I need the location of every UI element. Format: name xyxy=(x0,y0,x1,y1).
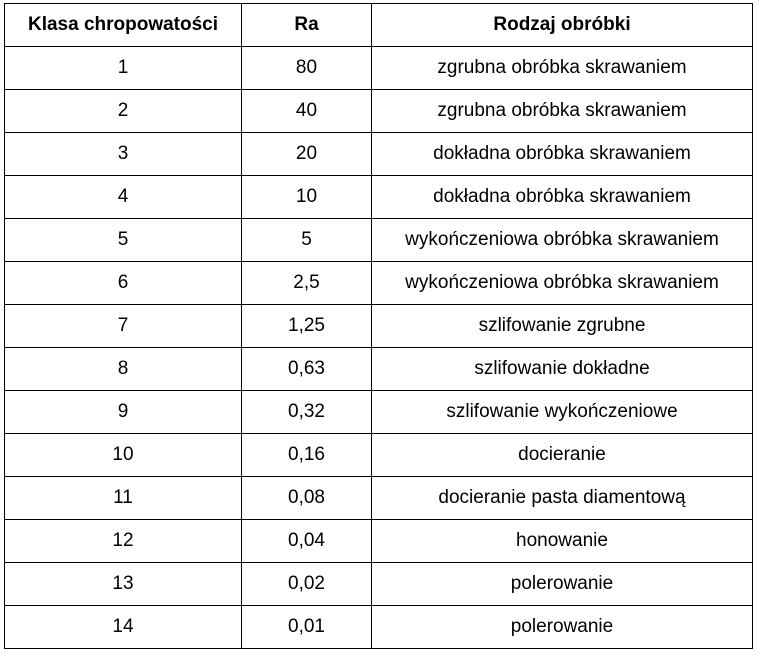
cell-machining: szlifowanie zgrubne xyxy=(372,305,753,348)
cell-ra: 0,04 xyxy=(242,520,372,563)
cell-ra: 0,01 xyxy=(242,606,372,649)
cell-ra: 80 xyxy=(242,47,372,90)
table-row xyxy=(5,219,753,262)
table-row xyxy=(5,176,753,219)
table-row xyxy=(5,262,753,305)
cell-class: 13 xyxy=(5,563,242,606)
roughness-class-table xyxy=(4,3,753,649)
table-row xyxy=(5,606,753,649)
cell-ra: 10 xyxy=(242,176,372,219)
cell-ra: 40 xyxy=(242,90,372,133)
table-row xyxy=(5,348,753,391)
cell-ra: 2,5 xyxy=(242,262,372,305)
cell-class: 2 xyxy=(5,90,242,133)
table-row xyxy=(5,391,753,434)
cell-machining: zgrubna obróbka skrawaniem xyxy=(372,90,753,133)
cell-class: 5 xyxy=(5,219,242,262)
cell-class: 9 xyxy=(5,391,242,434)
table-row xyxy=(5,90,753,133)
table-header-row xyxy=(5,4,753,47)
table-row xyxy=(5,47,753,90)
cell-ra: 20 xyxy=(242,133,372,176)
cell-class: 10 xyxy=(5,434,242,477)
cell-machining: honowanie xyxy=(372,520,753,563)
cell-class: 6 xyxy=(5,262,242,305)
cell-machining: szlifowanie wykończeniowe xyxy=(372,391,753,434)
cell-class: 1 xyxy=(5,47,242,90)
table-row xyxy=(5,434,753,477)
cell-machining: docieranie pasta diamentową xyxy=(372,477,753,520)
cell-machining: wykończeniowa obróbka skrawaniem xyxy=(372,262,753,305)
cell-machining: zgrubna obróbka skrawaniem xyxy=(372,47,753,90)
cell-class: 11 xyxy=(5,477,242,520)
table-row xyxy=(5,563,753,606)
cell-machining: docieranie xyxy=(372,434,753,477)
cell-machining: polerowanie xyxy=(372,606,753,649)
cell-ra: 0,08 xyxy=(242,477,372,520)
header-roughness-class: Klasa chropowatości xyxy=(5,4,242,47)
cell-ra: 0,02 xyxy=(242,563,372,606)
cell-class: 12 xyxy=(5,520,242,563)
header-machining-type: Rodzaj obróbki xyxy=(372,4,753,47)
header-ra: Ra xyxy=(242,4,372,47)
cell-ra: 5 xyxy=(242,219,372,262)
cell-class: 3 xyxy=(5,133,242,176)
cell-class: 7 xyxy=(5,305,242,348)
table-row xyxy=(5,520,753,563)
cell-machining: wykończeniowa obróbka skrawaniem xyxy=(372,219,753,262)
table-row xyxy=(5,477,753,520)
cell-class: 14 xyxy=(5,606,242,649)
cell-machining: dokładna obróbka skrawaniem xyxy=(372,133,753,176)
cell-ra: 1,25 xyxy=(242,305,372,348)
cell-class: 8 xyxy=(5,348,242,391)
cell-machining: szlifowanie dokładne xyxy=(372,348,753,391)
cell-ra: 0,32 xyxy=(242,391,372,434)
cell-ra: 0,63 xyxy=(242,348,372,391)
table-row xyxy=(5,133,753,176)
cell-machining: polerowanie xyxy=(372,563,753,606)
cell-class: 4 xyxy=(5,176,242,219)
cell-machining: dokładna obróbka skrawaniem xyxy=(372,176,753,219)
table-row xyxy=(5,305,753,348)
cell-ra: 0,16 xyxy=(242,434,372,477)
